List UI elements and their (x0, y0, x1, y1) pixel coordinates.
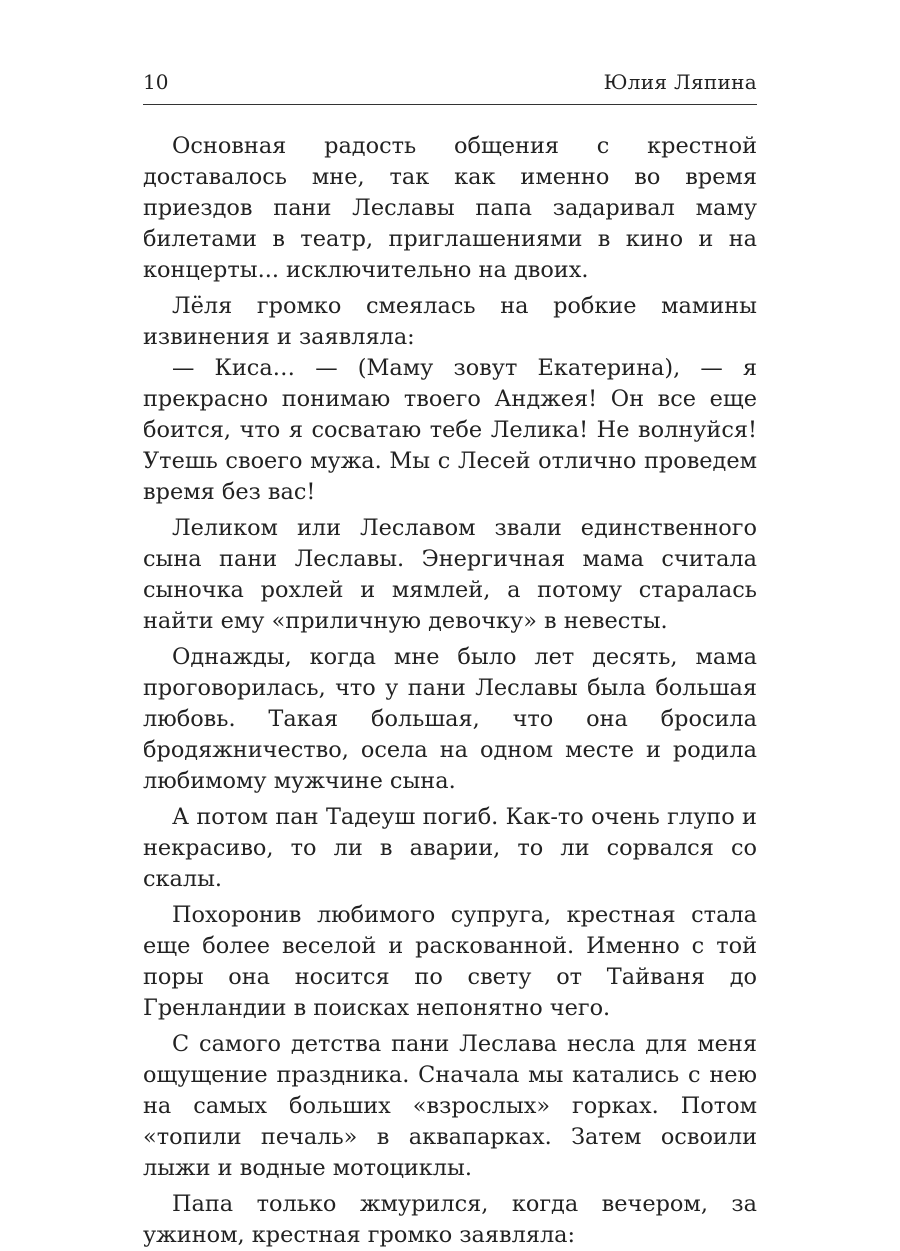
body-text (143, 131, 757, 1251)
running-head-author: Юлия Ляпина (603, 70, 757, 94)
paragraph: Основная радость общения с крестной доставалось мне, так как именно во время приездов пани Леславы папа задаривал маму билетами в театр, приглашениями в кино и на концерты... исключительно на двоих. (143, 133, 757, 283)
paragraph: С самого детства пани Леслава несла для меня ощущение праздника. Сначала мы катались с нею на самых больших «взрослых» горках. Потом «топили печаль» в аквапарках. Затем освоили лыжи и водные мотоциклы. (143, 1031, 757, 1181)
paragraph: Папа только жмурился, когда вечером, за ужином, крестная громко заявляла: (143, 1191, 757, 1248)
paragraph: — Киса… — (Маму зовут Екатерина), — я прекрасно понимаю твоего Анджея! Он все еще боится, что я сосватаю тебе Лелика! Не волнуйся! Утешь своего мужа. Мы с Лесей отлично проведем время без вас! (143, 355, 757, 505)
paragraph: Лёля громко смеялась на робкие мамины извинения и заявляла: (143, 293, 757, 350)
header-rule (143, 104, 757, 105)
page-header (143, 68, 757, 102)
paragraph: А потом пан Тадеуш погиб. Как-то очень глупо и некрасиво, то ли в аварии, то ли сорвался со скалы. (143, 804, 757, 892)
paragraph: Леликом или Леславом звали единственного сына пани Леславы. Энергичная мама считала сыночка рохлей и мямлей, а потому старалась найти ему «приличную девочку» в невесты. (143, 515, 757, 634)
paragraph: Однажды, когда мне было лет десять, мама проговорилась, что у пани Леславы была большая любовь. Такая большая, что она бросила бродяжничество, осела на одном месте и родила любимому мужчине сына. (143, 644, 757, 794)
page-number: 10 (143, 70, 169, 94)
paragraph: Похоронив любимого супруга, крестная стала еще более веселой и раскованной. Именно с той поры она носится по свету от Тайваня до Гренландии в поисках непонятно чего. (143, 902, 757, 1021)
